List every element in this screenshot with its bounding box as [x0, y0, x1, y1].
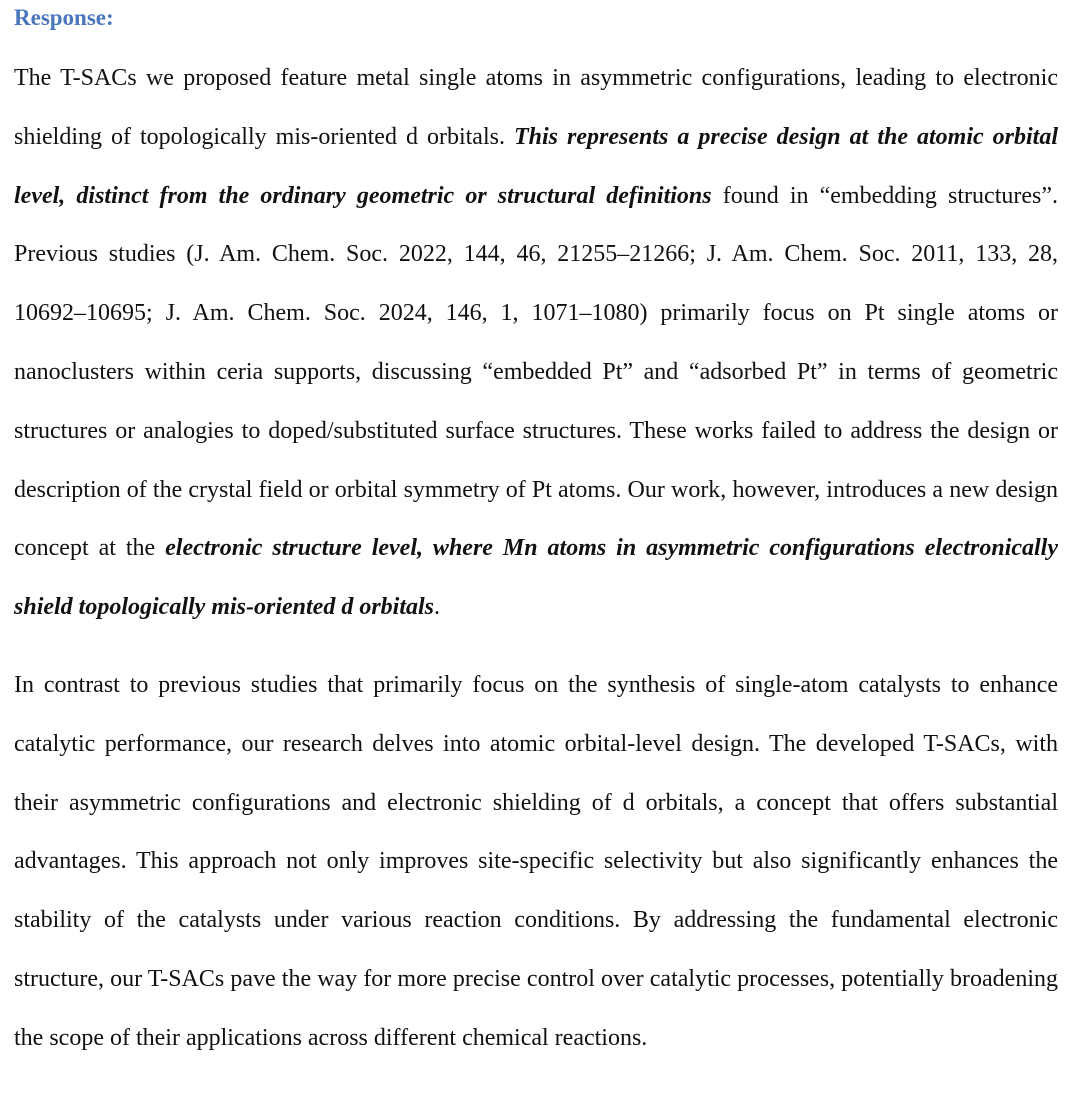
paragraph-1-emphasis-1: This represents a precise design at the atomic orbital level, distinct from the ordinary geometric or structural definitions	[14, 123, 1059, 209]
paragraph-1-emphasis-2: electronic structure level, where Mn atoms in asymmetric configurations electronically shield topologically mis-oriented d orbitals	[14, 535, 1058, 621]
paragraph-1-text: found in “embedding structures”. Previous studies (J. Am. Chem. Soc. 2022, 144, 46, 21255–21266; J. Am. Chem. Soc. 2011, 133, 28, 10692–10695; J. Am. Chem. Soc. 2024, 146, 1, 1071–1080) primarily focus on Pt single atoms or nanoclusters within ceria supports, discussing “embedded Pt” and “adsorbed Pt” in terms of geometric structures or analogies to doped/substituted surface structures. These works failed to address the design or description of the crystal field or orbital symmetry of Pt atoms. Our work, however, introduces a new design concept at the	[14, 182, 1058, 562]
response-heading: Response:	[14, 5, 114, 30]
paragraph-2-text: In contrast to previous studies that primarily focus on the synthesis of single-atom catalysts to enhance catalytic performance, our research delves into atomic orbital-level design. The developed T-SACs, with their asymmetric configurations and electronic shielding of d orbitals, a concept that offers substantial advantages. This approach not only improves site-specific selectivity but also significantly enhances the stability of the catalysts under various reaction conditions. By addressing the fundamental electronic structure, our T-SACs pave the way for more precise control over catalytic processes, potentially broadening the scope of their applications across different chemical reactions.	[14, 671, 1058, 1051]
paragraph-2	[14, 656, 1058, 1068]
paragraph-1-text: The T-SACs we proposed feature metal single atoms in asymmetric configurations, leading to electronic shielding of topologically mis-oriented d orbitals.	[14, 65, 1058, 150]
paragraph-1	[14, 49, 1058, 637]
paragraph-1-text: .	[434, 594, 440, 621]
